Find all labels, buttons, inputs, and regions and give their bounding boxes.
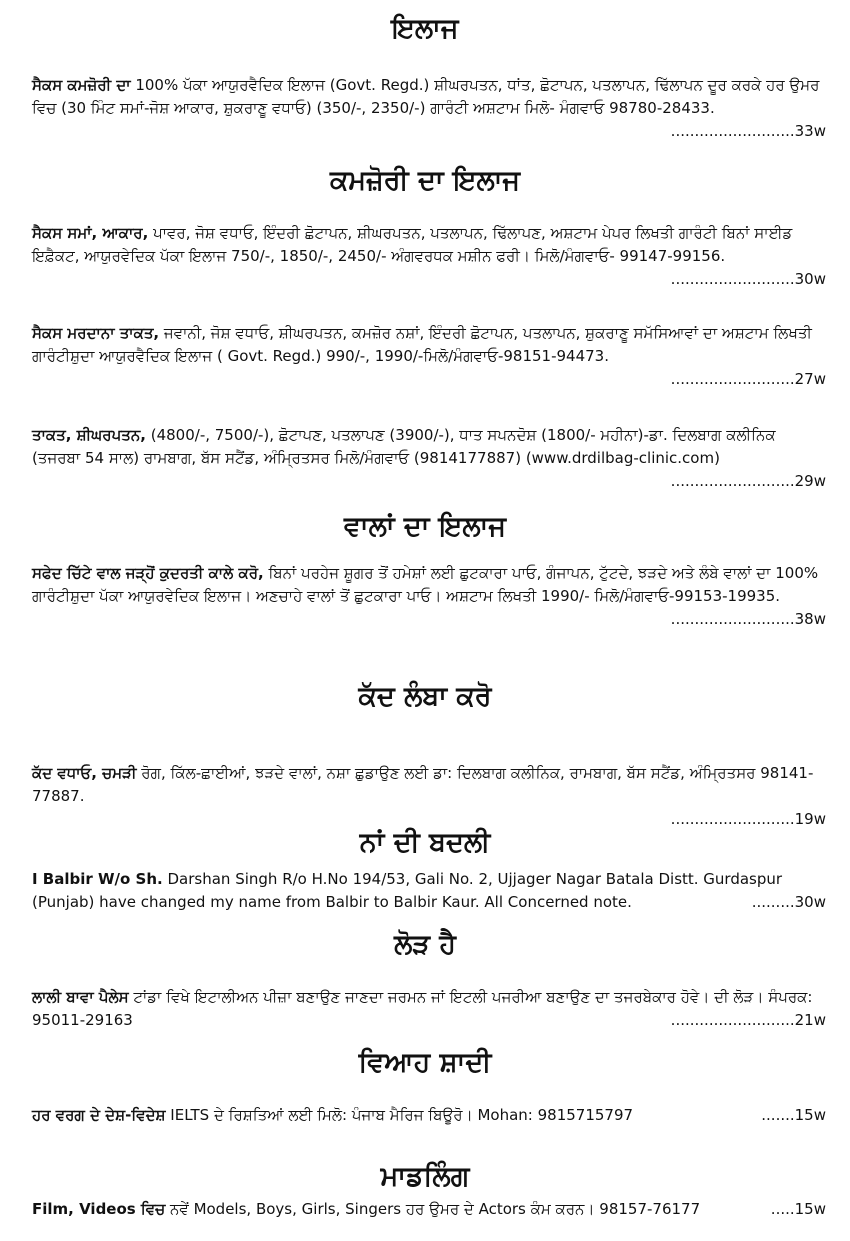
ad-lead: ਸੈਕਸ ਕਮਜ਼ੋਰੀ ਦਾ [32,76,131,94]
section-heading-hair-treatment: ਵਾਲਾਂ ਦਾ ਇਲਾਜ [344,511,506,542]
ad-text: ਬਿਨਾਂ ਪਰਹੇਜ ਸ਼ੂਗਰ ਤੋਂ ਹਮੇਸ਼ਾਂ ਲਈ ਛੁਟਕਾਰਾ ਪਾਓ, ਗੰਜਾਪਨ, ਟੁੱਟਦੇ, ਝੜਦੇ ਅਤੇ ਲੰਬੇ ਵਾਲਾਂ ਦਾ 100% ਗਾਰੰਟੀਸ਼ੁਦਾ ਪੱਕਾ ਆਯੁਰਵੇਦਿਕ ਇਲਾਜ। ਅਣਚਾਹੇ ਵਾਲਾਂ ਤੋਂ ਛੁਟਕਾਰਾ ਪਾਓ। ਅਸ਼ਟਾਮ ਲਿਖਤੀ 1990/- ਮਿਲੋ/ਮੰਗਵਾਓ-99153-19935. [32,564,819,605]
ad-entry [32,1104,826,1127]
ad-lead: ਸੈਕਸ ਸਮਾਂ, ਆਕਾਰ, [32,224,149,242]
section-heading-height-increase: ਕੱਦ ਲੰਬਾ ਕਰੋ [358,681,492,712]
ad-code: ..........................29w [670,472,826,490]
ad-lead: ਲਾਲੀ ਬਾਵਾ ਪੈਲੇਸ [32,988,129,1006]
ad-lead: I Balbir W/o Sh. [32,870,163,888]
ad-code: ..........................38w [670,610,826,628]
ad-text: ਜਵਾਨੀ, ਜੋਸ਼ ਵਧਾਓ, ਸ਼ੀਘਰਪਤਨ, ਕਮਜ਼ੋਰ ਨਸ਼ਾਂ, ਇੰਦਰੀ ਛੋਟਾਪਨ, ਪਤਲਾਪਨ, ਸ਼ੁਕਰਾਣੂ ਸਮੱਸਿਆਵਾਂ ਦਾ ਅਸ਼ਟਾਮ ਲਿਖਤੀ ਗਾਰੰਟੀਸ਼ੁਦਾ ਆਯੁਰਵੈਦਿਕ ਇਲਾਜ ( Govt. Regd.) 990/-, 1990/-ਮਿਲੋ/ਮੰਗਵਾਓ-98151-94473. [32,324,812,365]
ad-text: IELTS ਦੇ ਰਿਸ਼ਤਿਆਂ ਲਈ ਮਿਲੋ: ਪੰਜਾਬ ਮੈਰਿਜ ਬਿਊਰੋ। Mohan: 9815715797 [165,1106,634,1124]
section-heading-modelling: ਮਾਡਲਿੰਗ [380,1161,470,1192]
section-heading-matrimonial: ਵਿਆਹ ਸ਼ਾਦੀ [358,1047,492,1078]
ad-entry [32,562,826,631]
ad-text: ਟਾਂਡਾ ਵਿਖੇ ਇਟਾਲੀਅਨ ਪੀਜ਼ਾ ਬਣਾਉਣ ਜਾਣਦਾ ਜਰਮਨ ਜਾਂ ਇਟਲੀ ਪਜਰੀਆ ਬਣਾਉਣ ਦਾ ਤਜਰਬੇਕਾਰ ਹੋਵੇ। ਦੀ ਲੋੜ। ਸੰਪਰਕ: 95011-29163 [32,988,813,1029]
ad-entry [32,868,826,914]
ad-entry [32,424,826,493]
ad-lead: Film, Videos ਵਿਚ [32,1200,166,1218]
ad-text: ਨਵੇਂ Models, Boys, Girls, Singers ਹਰ ਉਮਰ ਦੇ Actors ਕੰਮ ਕਰਨ। 98157-76177 [165,1200,701,1218]
ad-code: .......15w [761,1106,826,1124]
ad-code: ..........................33w [670,122,826,140]
ad-text: ਪਾਵਰ, ਜੋਸ਼ ਵਧਾਓ, ਇੰਦਰੀ ਛੋਟਾਪਨ, ਸ਼ੀਘਰਪਤਨ, ਪਤਲਾਪਨ, ਢਿੱਲਾਪਣ, ਅਸ਼ਟਾਮ ਪੇਪਰ ਲਿਖਤੀ ਗਾਰੰਟੀ ਬਿਨਾਂ ਸਾਈਡ ਇਫ਼ੈਕਟ, ਆਯੁਰਵੇਦਿਕ ਪੱਕਾ ਇਲਾਜ 750/-, 1850/-, 2450/- ਅੰਗਵਰਧਕ ਮਸ਼ੀਨ ਫਰੀ। ਮਿਲੋ/ਮੰਗਵਾਓ- 99147-99156. [32,224,793,265]
ad-entry [32,222,826,291]
ad-code: ..........................27w [670,370,826,388]
ad-text: ਰੋਗ, ਕਿੱਲ-ਛਾਈਆਂ, ਝੜਦੇ ਵਾਲਾਂ, ਨਸ਼ਾ ਛੁਡਾਉਣ ਲਈ ਡਾ: ਦਿਲਬਾਗ ਕਲੀਨਿਕ, ਰਾਮਬਾਗ, ਬੱਸ ਸਟੈਂਡ, ਅੰਮ੍ਰਿਤਸਰ 98141-77887. [32,764,814,805]
ad-entry [32,74,826,143]
ad-code: .........30w [751,893,826,911]
section-heading-weakness-treatment: ਕਮਜ਼ੋਰੀ ਦਾ ਇਲਾਜ [329,165,521,196]
ad-text: Darshan Singh R/o H.No 194/53, Gali No. 2, Ujjager Nagar Batala Distt. Gurdaspur (Punjab) have changed my name from Balbir to Balbir Kaur. All Concerned note. [32,870,783,911]
section-heading-name-change: ਨਾਂ ਦੀ ਬਦਲੀ [359,827,491,858]
ad-code: ..........................30w [670,270,826,288]
ad-code: ..........................19w [670,810,826,828]
ad-text: 100% ਪੱਕਾ ਆਯੁਰਵੈਦਿਕ ਇਲਾਜ (Govt. Regd.) ਸ਼ੀਘਰਪਤਨ, ਧਾਂਤ, ਛੋਟਾਪਨ, ਪਤਲਾਪਨ, ਢਿੱਲਾਪਨ ਦੂਰ ਕਰਕੇ ਹਰ ਉਮਰ ਵਿਚ (30 ਮਿੰਟ ਸਮਾਂ-ਜੋਸ਼ ਆਕਾਰ, ਸ਼ੁਕਰਾਣੂ ਵਧਾਓ) (350/-, 2350/-) ਗਾਰੰਟੀ ਅਸ਼ਟਾਮ ਮਿਲੋ- ਮੰਗਵਾਓ 98780-28433. [32,76,820,117]
ad-entry [32,322,826,391]
ad-entry [32,1198,826,1221]
ad-lead: ਤਾਕਤ, ਸ਼ੀਘਰਪਤਨ, [32,426,146,444]
ad-text: (4800/-, 7500/-), ਛੋਟਾਪਣ, ਪਤਲਾਪਣ (3900/-), ਧਾਤ ਸਪਨਦੋਸ਼ (1800/- ਮਹੀਨਾ)-ਡਾ. ਦਿਲਬਾਗ ਕਲੀਨਿਕ (ਤਜਰਬਾ 54 ਸਾਲ) ਰਾਮਬਾਗ, ਬੱਸ ਸਟੈਂਡ, ਅੰਮ੍ਰਿਤਸਰ ਮਿਲੋ/ਮੰਗਵਾਓ (9814177887) (www.drdilbag-clinic.com) [32,426,776,467]
ad-code: ..........................21w [670,1011,826,1029]
ad-lead: ਹਰ ਵਰਗ ਦੇ ਦੇਸ਼-ਵਿਦੇਸ਼ [32,1106,166,1124]
ad-lead: ਸੈਕਸ ਮਰਦਾਨਾ ਤਾਕਤ, [32,324,160,342]
ad-entry [32,986,826,1032]
ad-lead: ਸਫੇਦ ਚਿੱਟੇ ਵਾਲ ਜੜ੍ਹੋਂ ਕੁਦਰਤੀ ਕਾਲੇ ਕਰੋ, [32,564,264,582]
ad-lead: ਕੱਦ ਵਧਾਓ, ਚਮੜੀ [32,764,137,782]
ad-code: .....15w [770,1200,826,1218]
ad-entry [32,762,826,831]
section-heading-treatment: ਇਲਾਜ [391,13,459,44]
section-heading-wanted: ਲੋੜ ਹੈ [394,929,456,960]
